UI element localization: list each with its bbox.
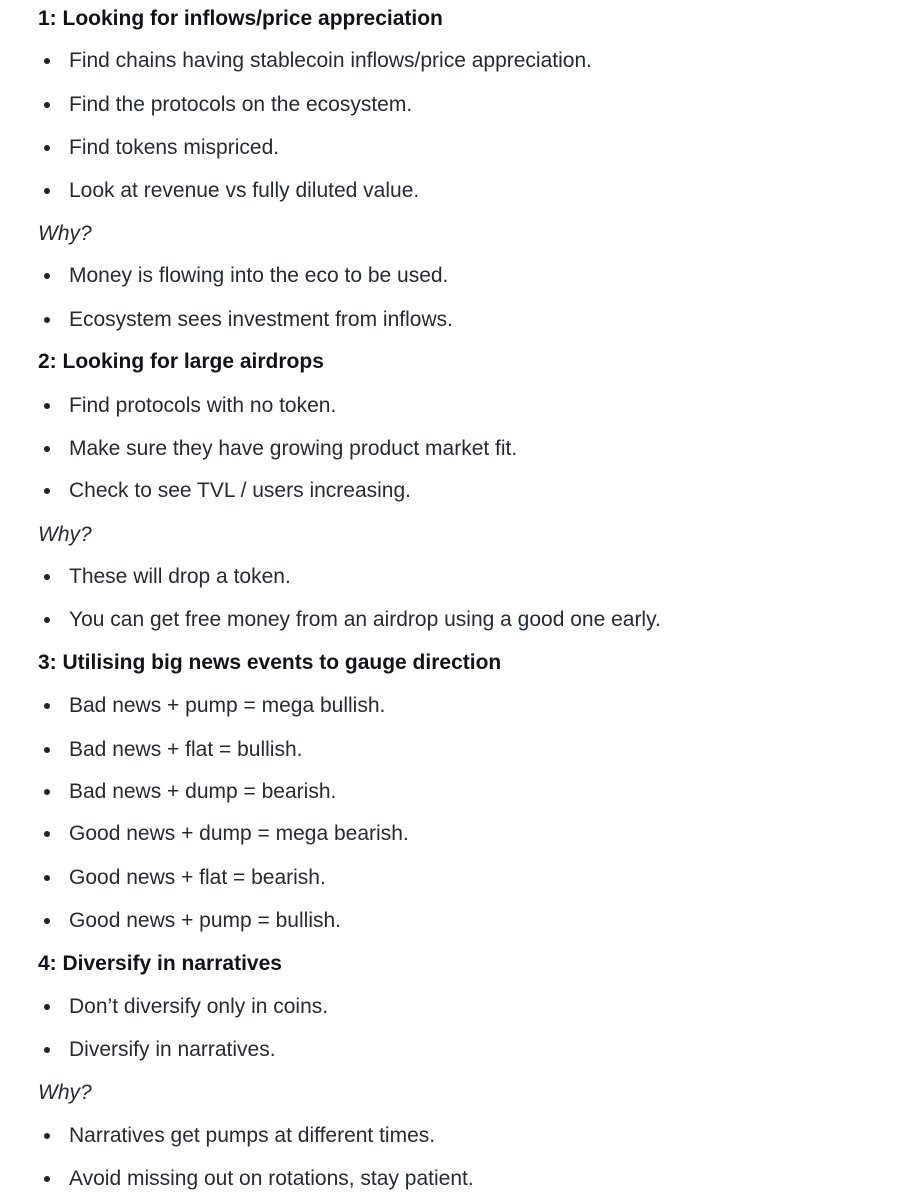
list-item-text: These will drop a token. bbox=[69, 565, 291, 588]
section-heading: 3: Utilising big news events to gauge direction bbox=[38, 651, 502, 674]
list-item-text: Narratives get pumps at different times. bbox=[69, 1124, 436, 1147]
bullet-icon bbox=[44, 273, 50, 279]
list-item-text: Ecosystem sees investment from inflows. bbox=[69, 308, 453, 331]
list-item bbox=[44, 1158, 908, 1200]
bullet-icon bbox=[44, 789, 50, 795]
list-item-text: Find protocols with no token. bbox=[69, 394, 337, 417]
list-item bbox=[44, 857, 908, 899]
list-item bbox=[44, 428, 908, 470]
list-item-text: Good news + flat = bearish. bbox=[69, 866, 326, 889]
list-item bbox=[44, 385, 908, 427]
list-item-text: Diversify in narratives. bbox=[69, 1038, 276, 1061]
list-item bbox=[44, 729, 908, 771]
section-heading: 4: Diversify in narratives bbox=[38, 952, 282, 975]
list-item bbox=[44, 84, 908, 126]
bullet-icon bbox=[44, 918, 50, 924]
list-item-text: Bad news + pump = mega bullish. bbox=[69, 694, 386, 717]
bullet-icon bbox=[44, 875, 50, 881]
list-item-text: Bad news + flat = bullish. bbox=[69, 738, 303, 761]
list-item-text: Bad news + dump = bearish. bbox=[69, 780, 337, 803]
bullet-icon bbox=[44, 574, 50, 580]
list-item-text: Don’t diversify only in coins. bbox=[69, 995, 329, 1018]
bullet-icon bbox=[44, 58, 50, 64]
list-item-text: Make sure they have growing product market fit. bbox=[69, 437, 518, 460]
bullet-icon bbox=[44, 145, 50, 151]
bullet-icon bbox=[44, 831, 50, 837]
why-label: Why? bbox=[38, 222, 92, 245]
section-heading: 2: Looking for large airdrops bbox=[38, 350, 324, 373]
list-item-text: Look at revenue vs fully diluted value. bbox=[69, 179, 420, 202]
bullet-icon bbox=[44, 317, 50, 323]
list-item-text: Money is flowing into the eco to be used. bbox=[69, 264, 449, 287]
list-item bbox=[44, 900, 908, 942]
why-label: Why? bbox=[38, 523, 92, 546]
bullet-icon bbox=[44, 488, 50, 494]
list-item bbox=[44, 470, 908, 512]
list-item-text: You can get free money from an airdrop using a good one early. bbox=[69, 608, 661, 631]
why-label: Why? bbox=[38, 1081, 92, 1104]
list-item bbox=[44, 299, 908, 341]
bullet-icon bbox=[44, 617, 50, 623]
bullet-icon bbox=[44, 403, 50, 409]
list-item bbox=[44, 556, 908, 598]
list-item bbox=[44, 685, 908, 727]
section-heading: 1: Looking for inflows/price appreciation bbox=[38, 7, 443, 30]
list-item bbox=[44, 170, 908, 212]
list-item-text: Avoid missing out on rotations, stay patient. bbox=[69, 1167, 474, 1190]
list-item bbox=[44, 599, 908, 641]
list-item bbox=[44, 771, 908, 813]
bullet-icon bbox=[44, 747, 50, 753]
bullet-icon bbox=[44, 1004, 50, 1010]
bullet-icon bbox=[44, 188, 50, 194]
list-item bbox=[44, 255, 908, 297]
list-item-text: Good news + dump = mega bearish. bbox=[69, 822, 409, 845]
list-item-text: Find chains having stablecoin inflows/price appreciation. bbox=[69, 49, 592, 72]
bullet-icon bbox=[44, 102, 50, 108]
list-item-text: Find tokens mispriced. bbox=[69, 136, 280, 159]
bullet-icon bbox=[44, 446, 50, 452]
list-item-text: Check to see TVL / users increasing. bbox=[69, 479, 411, 502]
list-item bbox=[44, 1115, 908, 1157]
bullet-icon bbox=[44, 1133, 50, 1139]
list-item bbox=[44, 127, 908, 169]
list-item-text: Good news + pump = bullish. bbox=[69, 909, 341, 932]
list-item bbox=[44, 40, 908, 82]
bullet-icon bbox=[44, 703, 50, 709]
list-item bbox=[44, 986, 908, 1028]
list-item-text: Find the protocols on the ecosystem. bbox=[69, 93, 413, 116]
bullet-icon bbox=[44, 1047, 50, 1053]
list-item bbox=[44, 813, 908, 855]
bullet-icon bbox=[44, 1176, 50, 1182]
list-item bbox=[44, 1029, 908, 1071]
